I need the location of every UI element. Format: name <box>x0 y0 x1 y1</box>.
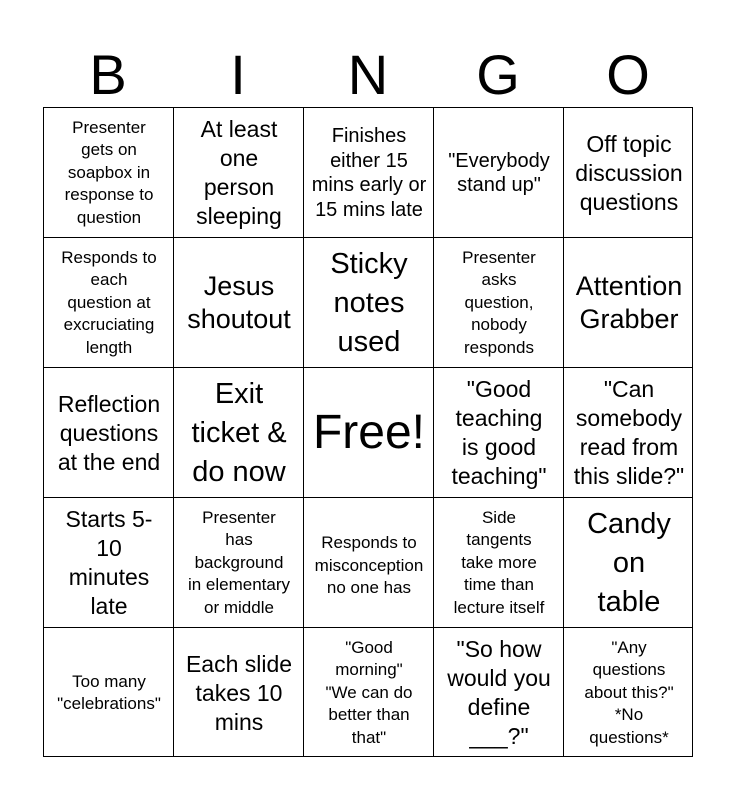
cell-text: Side tangents take more time than lecture itself <box>453 507 545 617</box>
cell-text: Reflection questions at the end <box>57 390 161 475</box>
bingo-cell-r4-c4[interactable] <box>434 498 564 628</box>
cell-text: Presenter gets on soapbox in response to question <box>64 117 154 227</box>
bingo-cell-r3-c4[interactable] <box>434 368 564 498</box>
bingo-cell-r2-c5[interactable] <box>564 238 694 368</box>
header-letter-o: O <box>606 43 650 106</box>
bingo-cell-r5-c2[interactable] <box>174 628 304 758</box>
cell-text: "Good teaching is good teaching" <box>451 376 547 489</box>
cell-text: Candy on table <box>587 507 671 618</box>
cell-text: "Everybody stand up" <box>448 149 550 196</box>
header-letter-i: I <box>230 43 246 106</box>
bingo-cell-r5-c5[interactable] <box>564 628 694 758</box>
cell-text: Responds to each question at excruciating length <box>61 247 157 357</box>
bingo-cell-r2-c3[interactable] <box>304 238 434 368</box>
bingo-grid <box>43 107 693 757</box>
cell-text: Responds to misconception no one has <box>314 533 424 597</box>
bingo-cell-r2-c1[interactable] <box>44 238 174 368</box>
cell-text: Too many "celebrations" <box>57 671 161 713</box>
bingo-cell-r5-c4[interactable] <box>434 628 564 758</box>
cell-text: "Can somebody read from this slide?" <box>573 376 685 489</box>
bingo-cell-r2-c4[interactable] <box>434 238 564 368</box>
cell-text: Off topic discussion questions <box>575 130 683 215</box>
header-letter-b: B <box>89 43 127 106</box>
bingo-cell-r4-c1[interactable] <box>44 498 174 628</box>
bingo-cell-r1-c2[interactable] <box>174 108 304 238</box>
bingo-cell-r5-c1[interactable] <box>44 628 174 758</box>
cell-text: Presenter asks question, nobody responds <box>462 247 536 357</box>
bingo-cell-r4-c3[interactable] <box>304 498 434 628</box>
cell-text: Each slide takes 10 mins <box>185 650 293 735</box>
cell-text: Attention Grabber <box>575 271 683 334</box>
cell-text: Finishes either 15 mins early or 15 mins late <box>311 125 427 221</box>
cell-text: Presenter has background in elementary or middle <box>187 507 291 617</box>
bingo-cell-r3-c5[interactable] <box>564 368 694 498</box>
bingo-cell-r1-c1[interactable] <box>44 108 174 238</box>
header-letter-n: N <box>347 43 389 106</box>
cell-text: Sticky notes used <box>330 247 408 358</box>
bingo-cell-free[interactable] <box>304 368 434 498</box>
cell-text: Exit ticket & do now <box>191 377 287 488</box>
cell-text: Starts 5- 10 minutes late <box>65 506 153 619</box>
bingo-cell-r5-c3[interactable] <box>304 628 434 758</box>
bingo-header <box>43 45 693 105</box>
cell-text: "So how would you define ___?" <box>447 636 551 749</box>
bingo-cell-r1-c3[interactable] <box>304 108 434 238</box>
cell-text: Free! <box>312 406 426 459</box>
bingo-cell-r1-c4[interactable] <box>434 108 564 238</box>
bingo-cell-r3-c1[interactable] <box>44 368 174 498</box>
cell-text: "Any questions about this?" *No questions* <box>584 637 674 747</box>
cell-text: Jesus shoutout <box>187 271 291 334</box>
bingo-cell-r2-c2[interactable] <box>174 238 304 368</box>
bingo-cell-r1-c5[interactable] <box>564 108 694 238</box>
header-letter-g: G <box>476 43 520 106</box>
bingo-cell-r4-c2[interactable] <box>174 498 304 628</box>
cell-text: "Good morning" "We can do better than that" <box>325 637 413 747</box>
bingo-cell-r3-c2[interactable] <box>174 368 304 498</box>
bingo-cell-r4-c5[interactable] <box>564 498 694 628</box>
cell-text: At least one person sleeping <box>196 116 282 229</box>
